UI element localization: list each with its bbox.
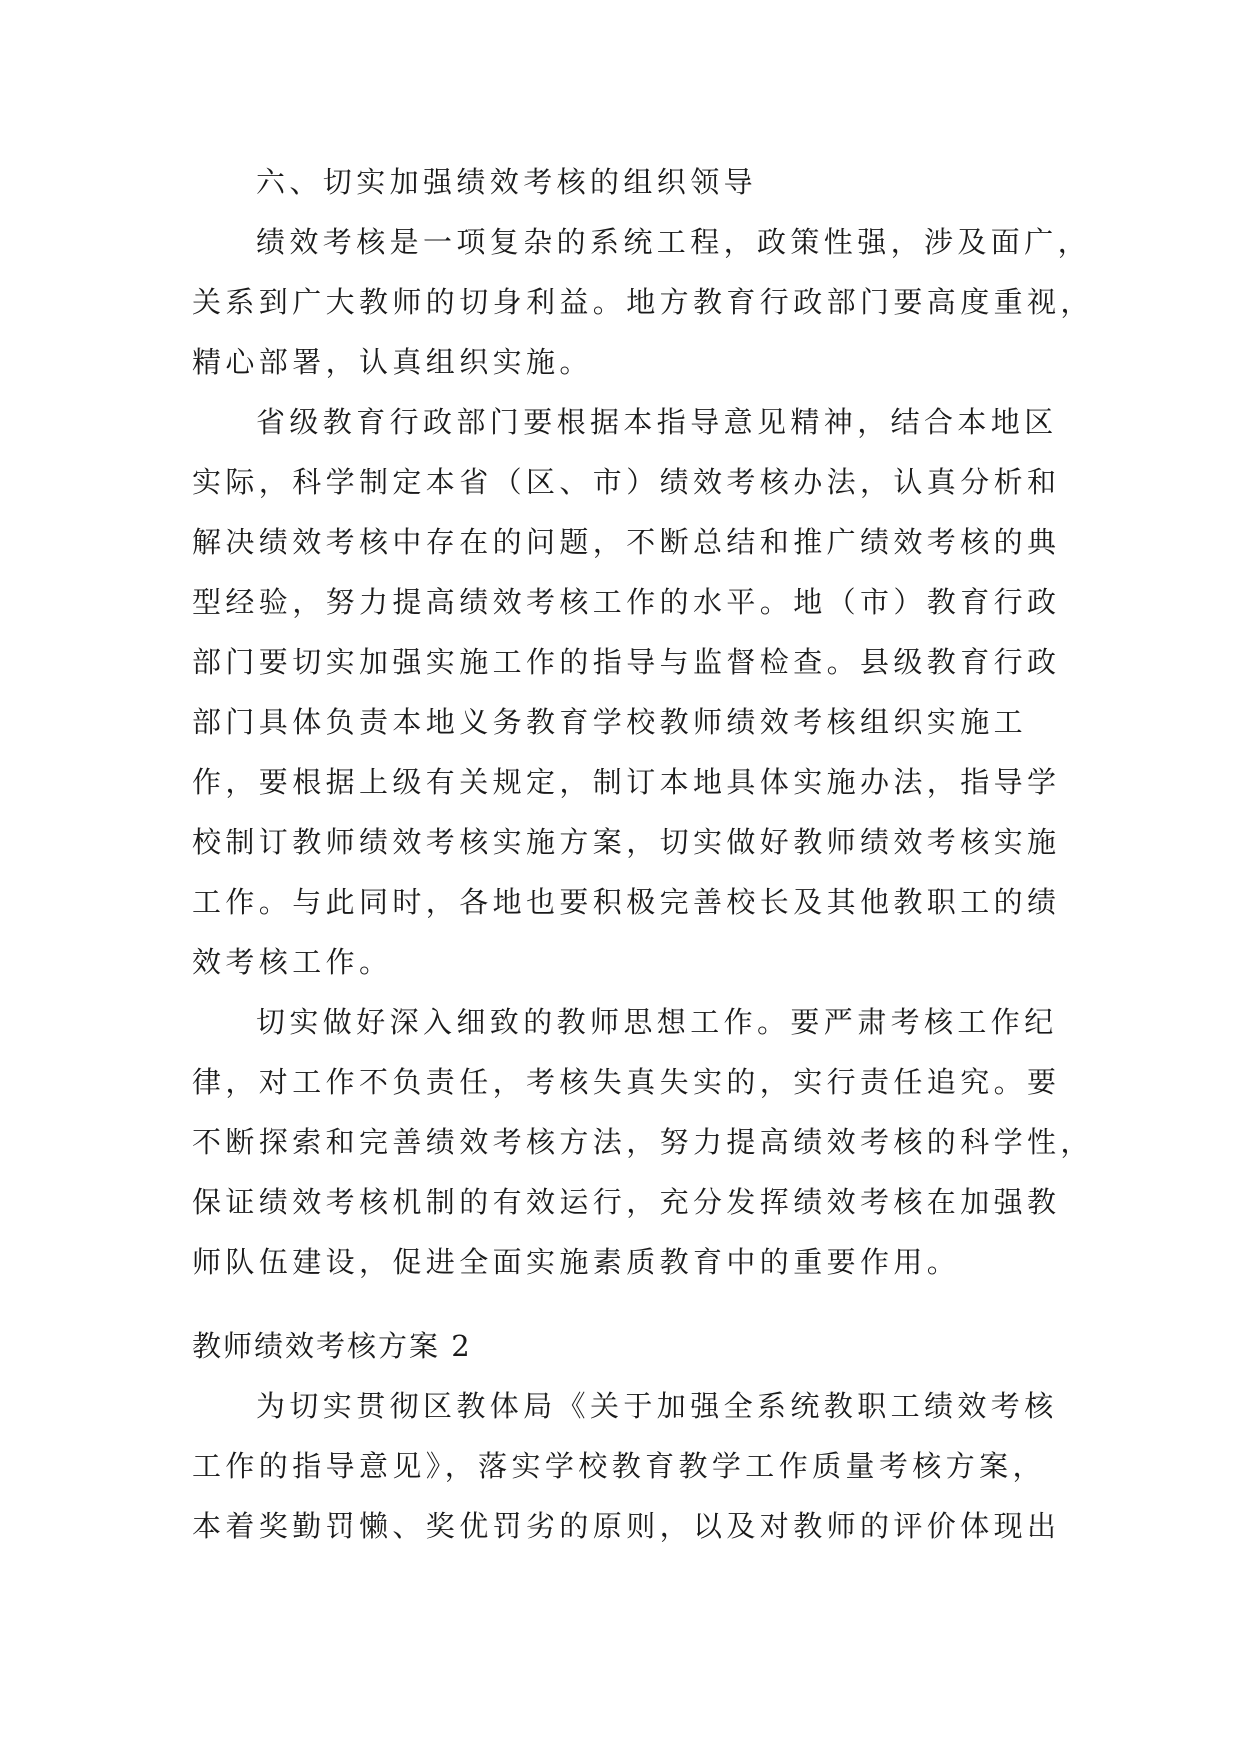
paragraph-1-line-2: 关系到广大教师的切身利益。地方教育行政部门要高度重视，: [192, 285, 1094, 319]
paragraph-2-line-7: 作，要根据上级有关规定，制订本地具体实施办法，指导学: [192, 765, 1061, 799]
section-2-paragraph-line-1: 为切实贯彻区教体局《关于加强全系统教职工绩效考核: [256, 1389, 1058, 1423]
section-2-paragraph-line-3: 本着奖勤罚懒、奖优罚劣的原则，以及对教师的评价体现出: [192, 1509, 1061, 1543]
section-2-title: 教师绩效考核方案 2: [192, 1329, 472, 1363]
section-heading: 六、切实加强绩效考核的组织领导: [256, 165, 758, 199]
section-2-paragraph-line-2: 工作的指导意见》，落实学校教育教学工作质量考核方案，: [192, 1449, 1046, 1483]
paragraph-2-line-9: 工作。与此同时，各地也要积极完善校长及其他教职工的绩: [192, 885, 1061, 919]
paragraph-2-line-10: 效考核工作。: [192, 945, 393, 979]
paragraph-2-line-6: 部门具体负责本地义务教育学校教师绩效考核组织实施工: [192, 705, 1028, 739]
paragraph-2-line-4: 型经验，努力提高绩效考核工作的水平。地（市）教育行政: [192, 585, 1061, 619]
paragraph-3-line-3: 不断探索和完善绩效考核方法，努力提高绩效考核的科学性，: [192, 1125, 1094, 1159]
paragraph-2-line-8: 校制订教师绩效考核实施方案，切实做好教师绩效考核实施: [192, 825, 1061, 859]
paragraph-2-line-5: 部门要切实加强实施工作的指导与监督检查。县级教育行政: [192, 645, 1061, 679]
paragraph-1-line-3: 精心部署，认真组织实施。: [192, 345, 593, 379]
paragraph-3-line-4: 保证绩效考核机制的有效运行，充分发挥绩效考核在加强教: [192, 1185, 1061, 1219]
paragraph-2-line-1: 省级教育行政部门要根据本指导意见精神，结合本地区: [256, 405, 1058, 439]
paragraph-1-line-1: 绩效考核是一项复杂的系统工程，政策性强，涉及面广，: [256, 225, 1092, 259]
paragraph-2-line-3: 解决绩效考核中存在的问题，不断总结和推广绩效考核的典: [192, 525, 1061, 559]
paragraph-3-line-1: 切实做好深入细致的教师思想工作。要严肃考核工作纪: [256, 1005, 1058, 1039]
paragraph-2-line-2: 实际，科学制定本省（区、市）绩效考核办法，认真分析和: [192, 465, 1061, 499]
paragraph-3-line-2: 律，对工作不负责任，考核失真失实的，实行责任追究。要: [192, 1065, 1061, 1099]
paragraph-3-line-5: 师队伍建设，促进全面实施素质教育中的重要作用。: [192, 1245, 961, 1279]
